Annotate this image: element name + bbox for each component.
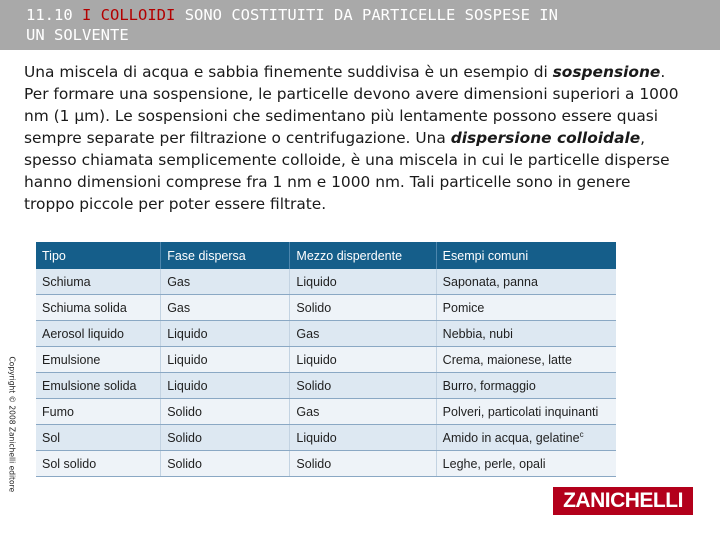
cell-tipo: Fumo	[36, 399, 161, 425]
cell-tipo: Schiuma solida	[36, 295, 161, 321]
cell-mezzo: Liquido	[290, 347, 436, 373]
cell-tipo: Emulsione solida	[36, 373, 161, 399]
paragraph-part-1: Una miscela di acqua e sabbia finemente suddivisa è un esempio di	[24, 63, 553, 81]
cell-fase: Gas	[161, 269, 290, 295]
header-mezzo-disperdente: Mezzo disperdente	[290, 242, 436, 269]
term-dispersione-colloidale: dispersione colloidale	[450, 129, 641, 147]
table-row	[36, 347, 616, 373]
table-row	[36, 399, 616, 425]
cell-esempi	[436, 425, 616, 451]
cell-esempi: Polveri, particolati inquinanti	[436, 399, 616, 425]
title-line-2: UN SOLVENTE	[26, 26, 129, 44]
table-row	[36, 451, 616, 477]
cell-fase: Solido	[161, 451, 290, 477]
table-row	[36, 321, 616, 347]
cell-mezzo: Gas	[290, 399, 436, 425]
cell-fase: Solido	[161, 425, 290, 451]
cell-fase: Liquido	[161, 321, 290, 347]
table-row	[36, 295, 616, 321]
slide-title	[26, 5, 706, 45]
cell-esempi: Saponata, panna	[436, 269, 616, 295]
cell-esempi: Crema, maionese, latte	[436, 347, 616, 373]
cell-esempi: Leghe, perle, opali	[436, 451, 616, 477]
header-tipo: Tipo	[36, 242, 161, 269]
colloid-types-table	[36, 242, 616, 477]
cell-mezzo: Solido	[290, 295, 436, 321]
table-header-row	[36, 242, 616, 269]
header-fase-dispersa: Fase dispersa	[161, 242, 290, 269]
table-row	[36, 373, 616, 399]
title-bar	[0, 0, 720, 50]
body-paragraph	[24, 61, 684, 215]
cell-tipo: Sol	[36, 425, 161, 451]
cell-fase: Solido	[161, 399, 290, 425]
paragraph-part-2: . Per formare una sospensione, le particelle devono avere dimensioni superiori a 1000 nm (1 µm). Le sospensioni che sedimentano più lentamente possono essere quasi sempre separate per filtrazione o centrifugazione. Una	[24, 63, 679, 147]
term-sospensione: sospensione	[552, 63, 661, 81]
table-row	[36, 269, 616, 295]
title-rest: SONO COSTITUITI DA PARTICELLE SOSPESE IN	[184, 6, 558, 24]
cell-mezzo: Solido	[290, 451, 436, 477]
section-number: 11.10	[26, 6, 73, 24]
cell-esempi: Pomice	[436, 295, 616, 321]
cell-esempi: Nebbia, nubi	[436, 321, 616, 347]
cell-tipo: Schiuma	[36, 269, 161, 295]
paragraph-part-3: , spesso chiamata semplicemente colloide, è una miscela in cui le particelle disperse hanno dimensioni comprese fra 1 nm e 1000 nm. Tali particelle sono in genere troppo piccole per poter essere filtrate.	[24, 129, 670, 213]
cell-tipo: Emulsione	[36, 347, 161, 373]
cell-esempi-text: Amido in acqua, gelatine	[442, 431, 580, 446]
title-highlight: I COLLOIDI	[82, 6, 176, 24]
cell-mezzo: Liquido	[290, 269, 436, 295]
header-esempi-comuni: Esempi comuni	[442, 248, 529, 263]
colloid-table-wrapper	[36, 242, 616, 477]
cell-mezzo: Solido	[290, 373, 436, 399]
cell-mezzo: Liquido	[290, 425, 436, 451]
cell-tipo: Aerosol liquido	[36, 321, 161, 347]
copyright-notice: Copyright © 2008 Zanichelli editore	[7, 356, 17, 493]
cell-fase: Gas	[161, 295, 290, 321]
footnote-mark: c	[579, 429, 584, 439]
cell-mezzo: Gas	[290, 321, 436, 347]
table-row	[36, 425, 616, 451]
cell-fase: Liquido	[161, 347, 290, 373]
cell-fase: Liquido	[161, 373, 290, 399]
zanichelli-logo: ZANICHELLI	[553, 487, 693, 515]
cell-tipo: Sol solido	[36, 451, 161, 477]
cell-esempi: Burro, formaggio	[436, 373, 616, 399]
